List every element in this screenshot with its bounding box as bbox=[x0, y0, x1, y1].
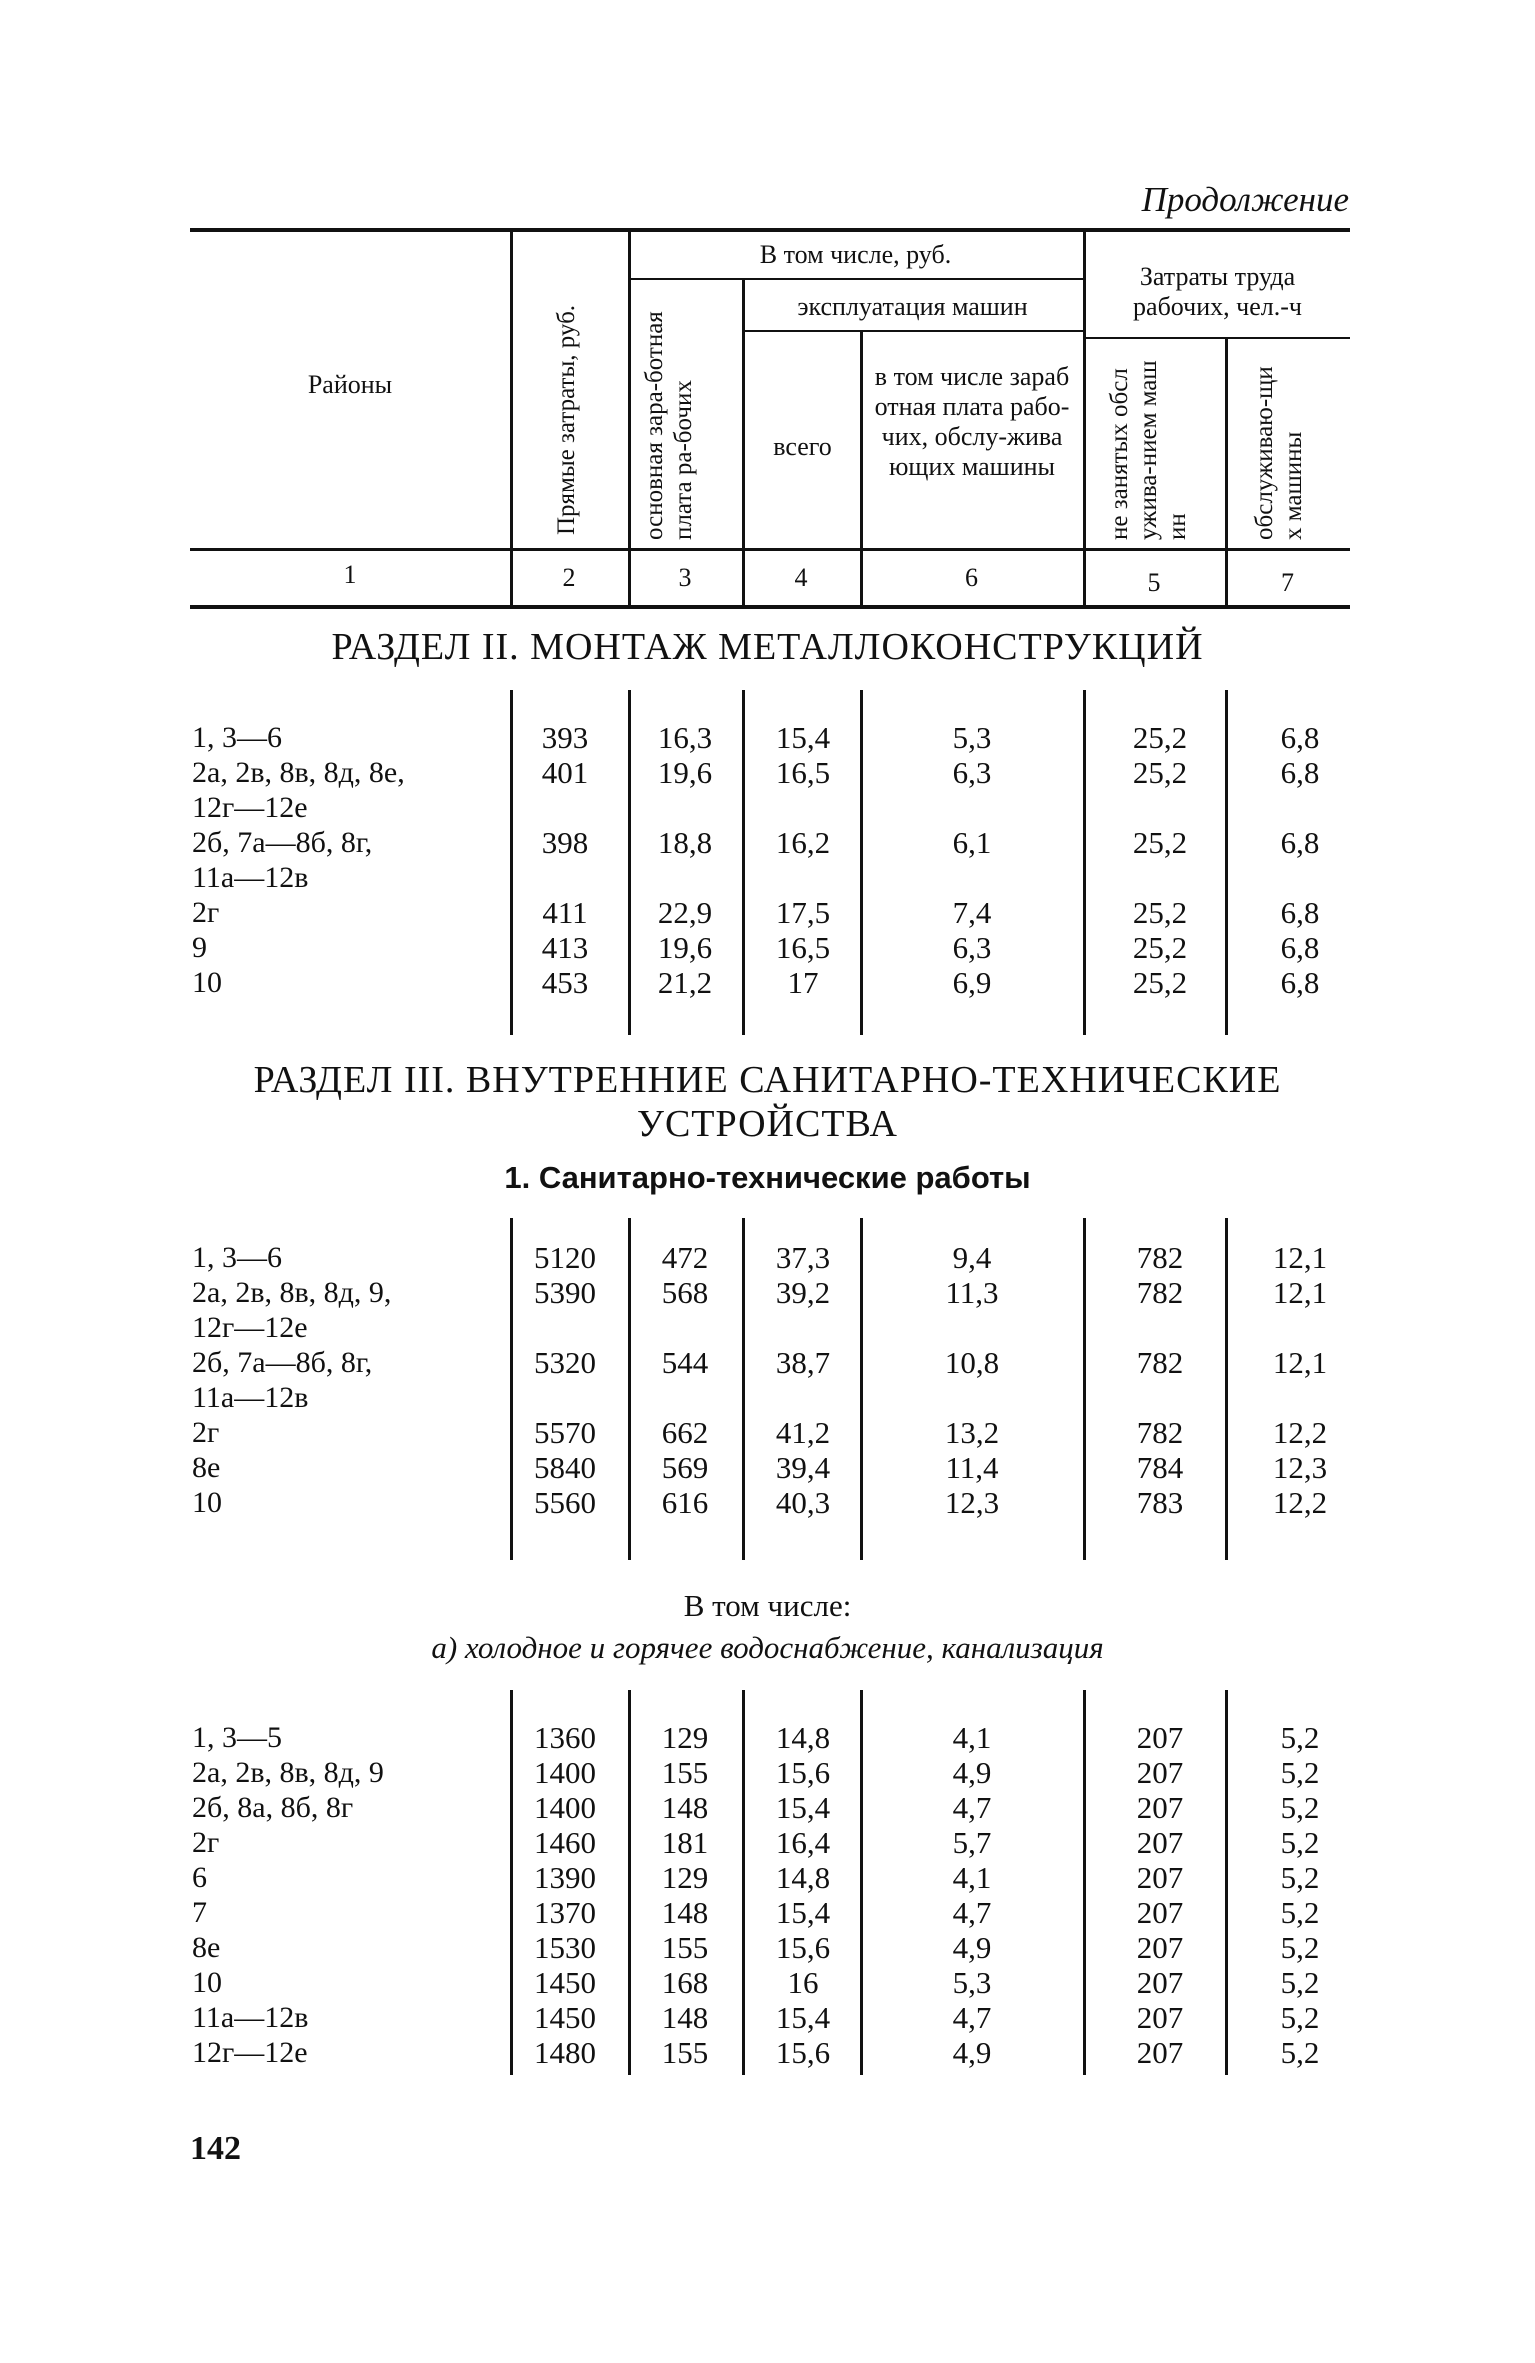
column-rule bbox=[1225, 1690, 1228, 2075]
row-region bbox=[192, 1450, 220, 1485]
page-number: 142 bbox=[190, 2130, 241, 2167]
region-line: 7 bbox=[192, 1896, 207, 1929]
cell-c3: 155 bbox=[661, 1755, 709, 1790]
cell-c2: 5570 bbox=[534, 1415, 596, 1450]
cell-c3: 148 bbox=[661, 1895, 709, 1930]
cell-c4: 37,3 bbox=[775, 1240, 831, 1275]
cell-c5: 782 bbox=[1136, 1415, 1184, 1450]
cell-c6: 4,7 bbox=[952, 2000, 992, 2035]
cell-c5: 207 bbox=[1136, 1755, 1184, 1790]
cell-c5: 25,2 bbox=[1132, 930, 1188, 965]
column-rule bbox=[1083, 690, 1086, 1035]
cell-c2: 398 bbox=[541, 825, 589, 860]
cell-c5: 207 bbox=[1136, 1930, 1184, 1965]
cell-c6: 5,3 bbox=[952, 720, 992, 755]
cell-c3: 168 bbox=[661, 1965, 709, 2000]
cell-c5: 207 bbox=[1136, 2035, 1184, 2070]
region-line: 2б, 7а—8б, 8г, bbox=[192, 826, 373, 859]
cell-c5: 782 bbox=[1136, 1345, 1184, 1380]
cell-c5: 25,2 bbox=[1132, 720, 1188, 755]
cell-c3: 19,6 bbox=[657, 930, 713, 965]
region-line: 10 bbox=[192, 1966, 222, 1999]
cell-c4: 14,8 bbox=[775, 1720, 831, 1755]
cell-c5: 207 bbox=[1136, 1790, 1184, 1825]
cell-c5: 207 bbox=[1136, 1860, 1184, 1895]
region-line: 2а, 2в, 8в, 8д, 9, bbox=[192, 1276, 392, 1309]
column-rule bbox=[1225, 1218, 1228, 1560]
row-region bbox=[192, 1345, 372, 1415]
cell-c6: 4,7 bbox=[952, 1790, 992, 1825]
header-vline-6 bbox=[1225, 339, 1228, 605]
cell-c2: 1480 bbox=[534, 2035, 596, 2070]
header-obsluzhivayuschih: обслуживаю-щих машины bbox=[1251, 366, 1307, 540]
cell-c6: 4,9 bbox=[952, 1930, 992, 1965]
header-sub-rule-2 bbox=[742, 330, 1083, 332]
cell-c6: 5,7 bbox=[952, 1825, 992, 1860]
cell-c6: 4,1 bbox=[952, 1860, 992, 1895]
cell-c3: 569 bbox=[661, 1450, 709, 1485]
region-line: 2б, 7а—8б, 8г, bbox=[192, 1346, 373, 1379]
cell-c7: 12,3 bbox=[1272, 1450, 1328, 1485]
cell-c6: 9,4 bbox=[952, 1240, 992, 1275]
cell-c4: 39,4 bbox=[775, 1450, 831, 1485]
cell-c7: 6,8 bbox=[1280, 825, 1320, 860]
region-line: 10 bbox=[192, 1486, 222, 1519]
cell-c4: 14,8 bbox=[775, 1860, 831, 1895]
v-tom-chisle-label: В том числе: bbox=[683, 1588, 852, 1623]
cell-c4: 41,2 bbox=[775, 1415, 831, 1450]
region-line: 2а, 2в, 8в, 8д, 8е, bbox=[192, 756, 405, 789]
region-line: 11а—12в bbox=[192, 861, 309, 894]
colnum-4: 4 bbox=[794, 563, 808, 592]
cell-c4: 16,2 bbox=[775, 825, 831, 860]
cell-c7: 6,8 bbox=[1280, 965, 1320, 1000]
row-region bbox=[192, 1895, 207, 1930]
cell-c5: 207 bbox=[1136, 1825, 1184, 1860]
colnum-1: 1 bbox=[343, 560, 357, 589]
cell-c5: 207 bbox=[1136, 1965, 1184, 2000]
cell-c2: 453 bbox=[541, 965, 589, 1000]
section2-title: РАЗДЕЛ II. МОНТАЖ МЕТАЛЛОКОНСТРУКЦИЙ bbox=[331, 626, 1204, 668]
region-line: 1, 3—6 bbox=[192, 1241, 282, 1274]
cell-c7: 5,2 bbox=[1280, 1755, 1320, 1790]
cell-c4: 15,4 bbox=[775, 2000, 831, 2035]
cell-c2: 1450 bbox=[534, 1965, 596, 2000]
cell-c3: 18,8 bbox=[657, 825, 713, 860]
row-region bbox=[192, 1720, 282, 1755]
region-line: 11а—12в bbox=[192, 2001, 309, 2034]
region-line: 10 bbox=[192, 966, 222, 999]
cell-c6: 5,3 bbox=[952, 1965, 992, 2000]
cell-c5: 783 bbox=[1136, 1485, 1184, 1520]
header-top-rule bbox=[190, 228, 1350, 232]
cell-c5: 25,2 bbox=[1132, 895, 1188, 930]
cell-c7: 5,2 bbox=[1280, 1720, 1320, 1755]
cell-c4: 15,4 bbox=[775, 720, 831, 755]
cell-c2: 413 bbox=[541, 930, 589, 965]
region-line: 12г—12е bbox=[192, 791, 308, 824]
row-region bbox=[192, 720, 282, 755]
region-line: 2г bbox=[192, 1416, 220, 1449]
header-v-tom-chisle-zp: в том числе заработная плата рабо-чих, обслу-живающих машины bbox=[874, 362, 1070, 481]
region-line: 6 bbox=[192, 1861, 207, 1894]
header-zatraty-truda: Затраты труда рабочих, чел.-ч bbox=[1133, 262, 1302, 321]
header-vline-2 bbox=[628, 232, 631, 605]
cell-c6: 11,4 bbox=[945, 1450, 999, 1485]
cell-c2: 5120 bbox=[534, 1240, 596, 1275]
region-line: 2б, 8а, 8б, 8г bbox=[192, 1791, 354, 1824]
row-region bbox=[192, 930, 207, 965]
row-region bbox=[192, 755, 405, 825]
region-line: 2г bbox=[192, 896, 220, 929]
cell-c4: 15,6 bbox=[775, 1755, 831, 1790]
row-region bbox=[192, 1240, 282, 1275]
cell-c2: 5390 bbox=[534, 1275, 596, 1310]
region-line: 11а—12в bbox=[192, 1381, 309, 1414]
cell-c3: 19,6 bbox=[657, 755, 713, 790]
header-bottom-rule bbox=[190, 548, 1350, 551]
cell-c3: 21,2 bbox=[657, 965, 713, 1000]
header-ekspluataciya: эксплуатация машин bbox=[797, 292, 1028, 321]
row-region bbox=[192, 2000, 308, 2035]
cell-c2: 401 bbox=[541, 755, 589, 790]
cell-c6: 6,3 bbox=[952, 755, 992, 790]
cell-c5: 782 bbox=[1136, 1275, 1184, 1310]
cell-c6: 7,4 bbox=[952, 895, 992, 930]
cell-c5: 207 bbox=[1136, 1720, 1184, 1755]
cell-c3: 22,9 bbox=[657, 895, 713, 930]
colnum-bottom-rule bbox=[190, 605, 1350, 609]
section3-subtitle: 1. Санитарно-технические работы bbox=[504, 1160, 1031, 1195]
cell-c4: 15,4 bbox=[775, 1895, 831, 1930]
header-vline-1 bbox=[510, 232, 513, 605]
cell-c4: 39,2 bbox=[775, 1275, 831, 1310]
cell-c2: 393 bbox=[541, 720, 589, 755]
cell-c5: 25,2 bbox=[1132, 825, 1188, 860]
cell-c7: 12,2 bbox=[1272, 1485, 1328, 1520]
sub-a-title: а) холодное и горячее водоснабжение, канализация bbox=[431, 1630, 1104, 1665]
colnum-5: 5 bbox=[1147, 568, 1161, 597]
row-region bbox=[192, 965, 222, 1000]
colnum-2: 2 bbox=[562, 563, 576, 592]
cell-c6: 6,1 bbox=[952, 825, 992, 860]
cell-c2: 5320 bbox=[534, 1345, 596, 1380]
region-line: 12г—12е bbox=[192, 2036, 308, 2069]
cell-c3: 16,3 bbox=[657, 720, 713, 755]
cell-c6: 4,7 bbox=[952, 1895, 992, 1930]
cell-c3: 155 bbox=[661, 2035, 709, 2070]
header-osnovnaya: основная зара-ботная плата ра-бочих bbox=[641, 311, 697, 540]
row-region bbox=[192, 1790, 353, 1825]
row-region bbox=[192, 1965, 222, 2000]
row-region bbox=[192, 1860, 207, 1895]
row-region bbox=[192, 1930, 220, 1965]
region-line: 1, 3—6 bbox=[192, 721, 282, 754]
cell-c2: 1360 bbox=[534, 1720, 596, 1755]
row-region bbox=[192, 825, 372, 895]
section3-title-line1: РАЗДЕЛ III. ВНУТРЕННИЕ САНИТАРНО-ТЕХНИЧЕСКИЕ bbox=[253, 1059, 1282, 1101]
cell-c2: 1400 bbox=[534, 1790, 596, 1825]
colnum-7: 7 bbox=[1281, 568, 1294, 597]
cell-c6: 12,3 bbox=[944, 1485, 1000, 1520]
cell-c7: 6,8 bbox=[1280, 930, 1320, 965]
cell-c7: 5,2 bbox=[1280, 1895, 1320, 1930]
cell-c2: 411 bbox=[542, 895, 588, 930]
cell-c2: 1460 bbox=[534, 1825, 596, 1860]
cell-c5: 25,2 bbox=[1132, 965, 1188, 1000]
column-rule bbox=[1083, 1690, 1086, 2075]
cell-c2: 1450 bbox=[534, 2000, 596, 2035]
cell-c6: 13,2 bbox=[944, 1415, 1000, 1450]
continuation-label: Продолжение bbox=[1141, 180, 1349, 219]
cell-c6: 4,9 bbox=[952, 2035, 992, 2070]
region-line: 8е bbox=[192, 1931, 221, 1964]
cell-c7: 5,2 bbox=[1280, 1790, 1320, 1825]
cell-c4: 17 bbox=[787, 965, 819, 1000]
cell-c7: 12,2 bbox=[1272, 1415, 1328, 1450]
row-region bbox=[192, 1485, 222, 1520]
header-sub-rule-1 bbox=[628, 278, 1083, 280]
header-sub-rule-3 bbox=[1083, 337, 1350, 339]
row-region bbox=[192, 1825, 219, 1860]
cell-c4: 38,7 bbox=[775, 1345, 831, 1380]
cell-c4: 16,5 bbox=[775, 755, 831, 790]
cell-c4: 16 bbox=[787, 1965, 819, 2000]
cell-c4: 16,5 bbox=[775, 930, 831, 965]
cell-c3: 148 bbox=[661, 2000, 709, 2035]
cell-c3: 568 bbox=[661, 1275, 709, 1310]
cell-c4: 15,6 bbox=[775, 1930, 831, 1965]
colnum-6: 6 bbox=[965, 563, 978, 592]
cell-c2: 1400 bbox=[534, 1755, 596, 1790]
row-region bbox=[192, 1755, 384, 1790]
cell-c6: 4,9 bbox=[952, 1755, 992, 1790]
cell-c6: 11,3 bbox=[945, 1275, 999, 1310]
cell-c7: 5,2 bbox=[1280, 2035, 1320, 2070]
region-line: 12г—12е bbox=[192, 1311, 308, 1344]
header-ne-zanyatyh: не занятых обслужива-нием машин bbox=[1106, 360, 1191, 540]
region-line: 2а, 2в, 8в, 8д, 9 bbox=[192, 1756, 384, 1789]
cell-c6: 6,9 bbox=[952, 965, 992, 1000]
cell-c7: 5,2 bbox=[1280, 2000, 1320, 2035]
cell-c4: 15,4 bbox=[775, 1790, 831, 1825]
column-rule bbox=[1225, 690, 1228, 1035]
cell-c6: 6,3 bbox=[952, 930, 992, 965]
cell-c3: 544 bbox=[661, 1345, 709, 1380]
cell-c5: 782 bbox=[1136, 1240, 1184, 1275]
cell-c3: 616 bbox=[661, 1485, 709, 1520]
cell-c3: 662 bbox=[661, 1415, 709, 1450]
cell-c7: 6,8 bbox=[1280, 895, 1320, 930]
cell-c7: 5,2 bbox=[1280, 1965, 1320, 2000]
cell-c6: 4,1 bbox=[952, 1720, 992, 1755]
section3-title-line2: УСТРОЙСТВА bbox=[637, 1103, 898, 1145]
cell-c3: 155 bbox=[661, 1930, 709, 1965]
cell-c7: 12,1 bbox=[1272, 1345, 1328, 1380]
cell-c3: 129 bbox=[661, 1720, 709, 1755]
cell-c7: 6,8 bbox=[1280, 720, 1320, 755]
cell-c3: 181 bbox=[661, 1825, 709, 1860]
cell-c4: 15,6 bbox=[775, 2035, 831, 2070]
cell-c7: 5,2 bbox=[1280, 1825, 1320, 1860]
cell-c5: 207 bbox=[1136, 2000, 1184, 2035]
header-vsego: всего bbox=[773, 432, 832, 461]
colnum-3: 3 bbox=[678, 563, 692, 592]
cell-c7: 5,2 bbox=[1280, 1930, 1320, 1965]
header-pryamye: Прямые затраты, руб. bbox=[553, 304, 580, 535]
region-line: 9 bbox=[192, 931, 207, 964]
header-v-tom-chisle: В том числе, руб. bbox=[759, 240, 952, 269]
region-line: 2г bbox=[192, 1826, 220, 1859]
cell-c7: 5,2 bbox=[1280, 1860, 1320, 1895]
cell-c2: 5840 bbox=[534, 1450, 596, 1485]
row-region bbox=[192, 895, 219, 930]
cell-c3: 472 bbox=[661, 1240, 709, 1275]
cell-c3: 129 bbox=[661, 1860, 709, 1895]
cell-c5: 25,2 bbox=[1132, 755, 1188, 790]
header-rayony: Районы bbox=[307, 370, 393, 399]
row-region bbox=[192, 2035, 308, 2070]
cell-c2: 1390 bbox=[534, 1860, 596, 1895]
row-region bbox=[192, 1275, 391, 1345]
cell-c7: 12,1 bbox=[1272, 1240, 1328, 1275]
header-vline-5 bbox=[1083, 232, 1086, 605]
cell-c5: 784 bbox=[1136, 1450, 1184, 1485]
cell-c4: 40,3 bbox=[775, 1485, 831, 1520]
row-region bbox=[192, 1415, 219, 1450]
cell-c2: 1370 bbox=[534, 1895, 596, 1930]
column-rule bbox=[1083, 1218, 1086, 1560]
cell-c2: 1530 bbox=[534, 1930, 596, 1965]
region-line: 1, 3—5 bbox=[192, 1721, 282, 1754]
cell-c3: 148 bbox=[661, 1790, 709, 1825]
cell-c4: 17,5 bbox=[775, 895, 831, 930]
cell-c4: 16,4 bbox=[775, 1825, 831, 1860]
cell-c2: 5560 bbox=[534, 1485, 596, 1520]
cell-c7: 6,8 bbox=[1280, 755, 1320, 790]
cell-c5: 207 bbox=[1136, 1895, 1184, 1930]
cell-c7: 12,1 bbox=[1272, 1275, 1328, 1310]
cell-c6: 10,8 bbox=[944, 1345, 1000, 1380]
region-line: 8е bbox=[192, 1451, 221, 1484]
